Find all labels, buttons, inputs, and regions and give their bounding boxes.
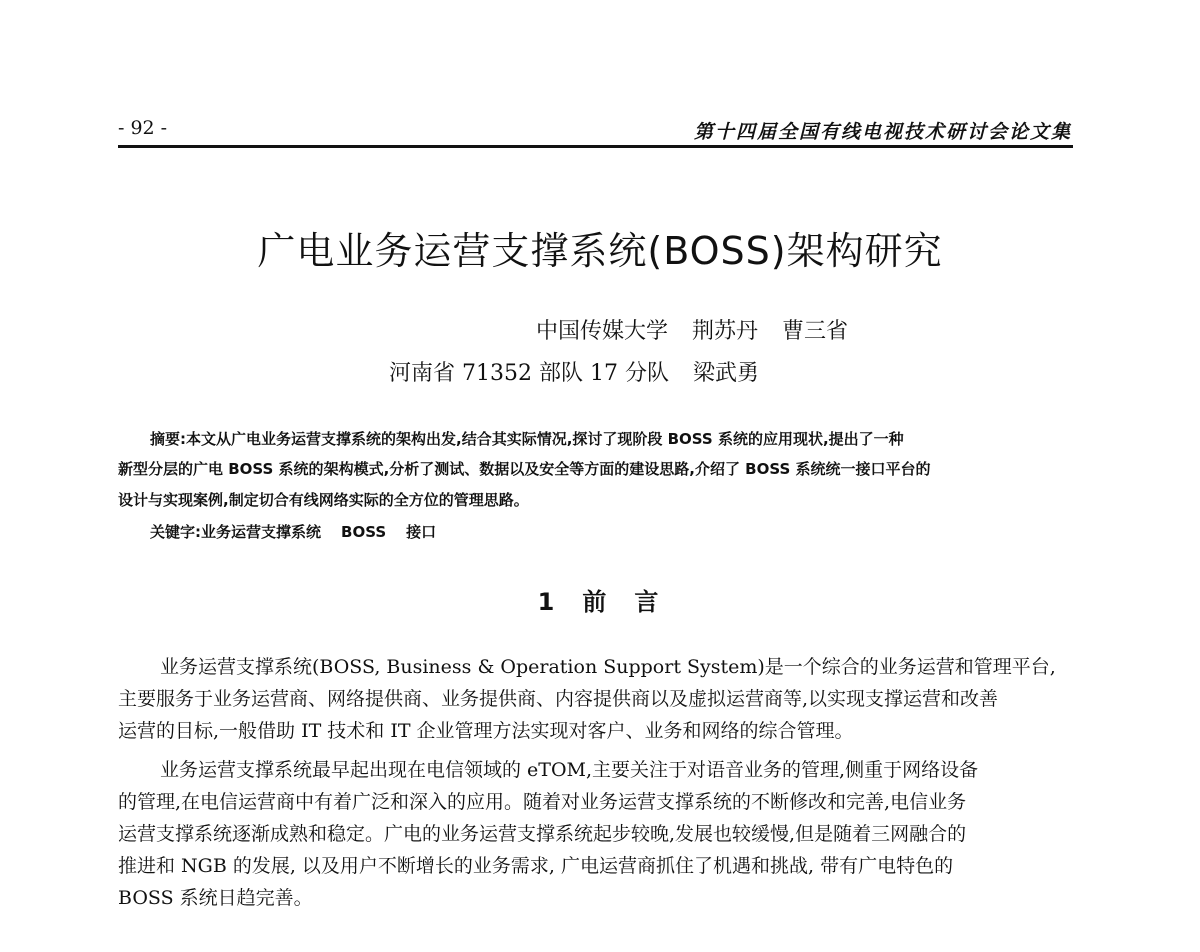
section-title-char: 前 — [582, 588, 611, 616]
header-rule — [118, 145, 1073, 148]
affiliation-cuc: 中国传媒大学 — [536, 319, 669, 344]
keyword: 业务运营支撑系统 — [201, 523, 322, 541]
paragraph-line: 的管理,在电信运营商中有着广泛和深入的应用。随着对业务运营支撑系统的不断修改和完善,电信业务 — [118, 791, 967, 813]
abstract-line: 设计与实现案例,制定切合有线网络实际的全方位的管理思路。 — [118, 491, 529, 509]
author-line-1 — [536, 314, 848, 345]
keywords-label: 关键字: — [150, 523, 201, 541]
page-number: - 92 - — [118, 117, 168, 139]
section-number: 1 — [537, 588, 559, 616]
paragraph-line: BOSS 系统日趋完善。 — [118, 887, 313, 909]
abstract-line: 摘要:本文从广电业务运营支撑系统的架构出发,结合其实际情况,探讨了现阶段 BOSS 系统的应用现状,提出了一种 — [150, 430, 904, 448]
section-title-char: 言 — [634, 588, 663, 616]
section-heading — [0, 582, 1200, 617]
paragraph-line: 运营支撑系统逐渐成熟和稳定。广电的业务运营支撑系统起步较晚,发展也较缓慢,但是随着三网融合的 — [118, 823, 967, 845]
author-name: 梁武勇 — [692, 361, 759, 386]
abstract-line: 新型分层的广电 BOSS 系统的架构模式,分析了测试、数据以及安全等方面的建设思路,介绍了 BOSS 系统统一接口平台的 — [118, 460, 931, 478]
author-line-2 — [389, 356, 759, 387]
keywords — [150, 521, 436, 542]
paragraph-line: 业务运营支撑系统(BOSS, Business & Operation Support System)是一个综合的业务运营和管理平台, — [160, 656, 1056, 678]
paragraph-line: 推进和 NGB 的发展, 以及用户不断增长的业务需求, 广电运营商抓住了机遇和挑战, 带有广电特色的 — [118, 855, 954, 877]
keyword: BOSS — [341, 523, 387, 541]
paragraph-line: 业务运营支撑系统最早起出现在电信领域的 eTOM,主要关注于对语音业务的管理,侧重于网络设备 — [160, 759, 979, 781]
affiliation-unit: 河南省 71352 部队 17 分队 — [389, 361, 669, 386]
paragraph-line: 主要服务于业务运营商、网络提供商、业务提供商、内容提供商以及虚拟运营商等,以实现支撑运营和改善 — [118, 688, 999, 710]
author-name: 曹三省 — [782, 319, 849, 344]
keyword: 接口 — [406, 523, 437, 541]
paragraph-line: 运营的目标,一般借助 IT 技术和 IT 企业管理方法实现对客户、业务和网络的综合管理。 — [118, 720, 854, 742]
running-head: 第十四届全国有线电视技术研讨会论文集 — [693, 121, 1072, 143]
paper-title: 广电业务运营支撑系统(BOSS)架构研究 — [257, 229, 943, 273]
author-name: 荆苏丹 — [692, 319, 759, 344]
